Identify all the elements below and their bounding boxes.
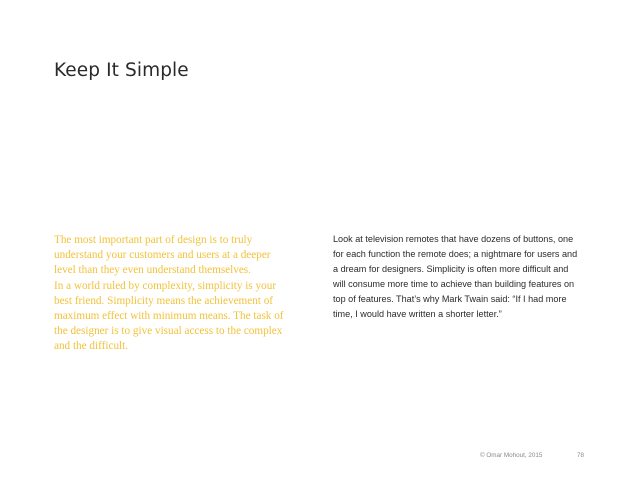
quote-line: The most important part of design is to truly [54,234,253,246]
quote-line: understand your customers and users at a deeper [54,249,271,262]
quote-line: best friend. Simplicity means the achievement of [54,294,274,307]
body-line: time, I would have written a shorter letter.” [333,309,502,319]
quote-line: the designer is to give visual access to the complex [54,325,283,338]
copyright-footer: © Omar Mohout, 2015 [480,452,543,459]
body-line: will consume more time to achieve than building features on [333,279,575,289]
quote-line: level than they even understand themselves. [54,264,251,277]
body-line: for each function the remote does; a nightmare for users and [333,249,578,259]
body-paragraph [333,232,593,322]
body-line: top of features. That’s why Mark Twain said: “If I had more [333,294,567,304]
body-line: Look at television remotes that have dozens of buttons, one [333,234,574,244]
quote-line: In a world ruled by complexity, simplicity is your [54,279,277,292]
highlight-quote [54,233,324,355]
body-line: a dream for designers. Simplicity is often more difficult and [333,264,569,274]
page-number: 78 [577,452,585,459]
quote-line: maximum effect with minimum means. The task of [54,310,284,323]
quote-line: and the difficult. [54,340,129,353]
slide-title: Keep It Simple [54,60,189,81]
